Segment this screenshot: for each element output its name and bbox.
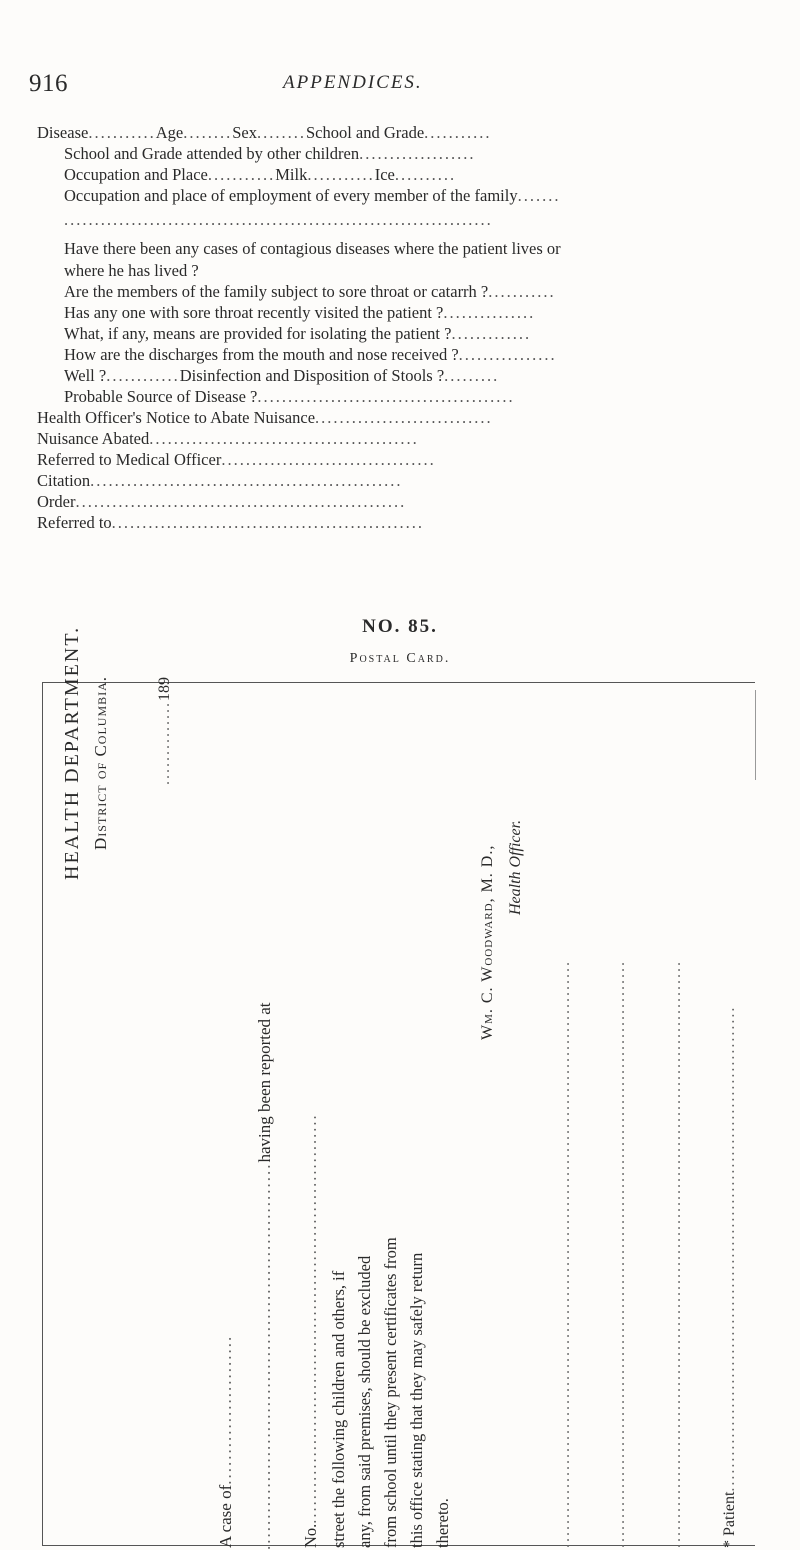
form-line-occupation: Occupation and Place...........Milk...........Ice..........: [64, 165, 457, 184]
card-blank-line-2: ..................................................................................................: [611, 960, 628, 1548]
form-line-contagious: [64, 241, 561, 258]
form-line-notice: Health Officer's Notice to Abate Nuisance.............................: [37, 408, 493, 427]
card-signature-title: Health Officer.: [507, 819, 524, 915]
form-line-citation: Citation...................................................: [37, 471, 403, 490]
isolating-question: What, if any, means are provided for isolating the patient ?: [64, 324, 452, 343]
card-border-left: [42, 682, 43, 1546]
form-line-well: Well ?............Disinfection and Disposition of Stools ?.........: [64, 366, 500, 385]
card-border-top: [42, 682, 755, 683]
milk-label: Milk: [275, 165, 308, 184]
form-line-disease: Disease...........Age........Sex........School and Grade...........: [37, 123, 492, 142]
medical-label: Referred to Medical Officer: [37, 450, 222, 469]
card-blank-line-3: ..................................................................................................: [667, 960, 684, 1548]
employment-label: Occupation and place of employment of every member of the family: [64, 186, 518, 205]
disease-label: Disease: [37, 123, 89, 142]
form-line-abated: Nuisance Abated............................................: [37, 429, 419, 448]
card-case-line: A case of........................: [216, 1334, 235, 1548]
card-border-right: [755, 690, 756, 780]
school-attended-label: School and Grade attended by other children: [64, 144, 360, 163]
notice-label: Health Officer's Notice to Abate Nuisance: [37, 408, 316, 427]
visited-question: Has any one with sore throat recently visited the patient ?: [64, 303, 444, 322]
form-line-school: School and Grade attended by other children...................: [64, 144, 476, 163]
referred-label: Referred to: [37, 513, 112, 532]
contagious-question: Have there been any cases of contagious diseases where the patient lives or: [64, 239, 561, 258]
abated-label: Nuisance Abated: [37, 429, 150, 448]
form-line-source: Probable Source of Disease ?..........................................: [64, 387, 515, 406]
form-line-referred: Referred to...................................................: [37, 513, 425, 532]
form-line-order: Order......................................................: [37, 492, 407, 511]
form-line-sore-throat: Are the members of the family subject to sore throat or catarrh ?...........: [64, 282, 556, 301]
age-label: Age: [155, 123, 184, 142]
card-body-line1b: street the following children and others, if: [329, 1270, 348, 1548]
card-dept: HEALTH DEPARTMENT.: [61, 625, 83, 880]
card-blank-line-1: ..................................................................................................: [556, 960, 573, 1548]
school-grade-label: School and Grade: [305, 123, 425, 142]
form-line-isolating: What, if any, means are provided for isolating the patient ?.............: [64, 324, 532, 343]
disinfection-label: Disinfection and Disposition of Stools ?: [179, 366, 445, 385]
card-date-line: ..............189: [156, 677, 173, 785]
card-body-line5: thereto.: [433, 1498, 452, 1548]
occupation-label: Occupation and Place: [64, 165, 208, 184]
card-body-line2: any, from said premises, should be excluded: [355, 1255, 374, 1548]
card-reported: having been reported at: [255, 1002, 274, 1163]
sore-throat-question: Are the members of the family subject to sore throat or catarrh ?: [64, 282, 489, 301]
card-district: District of Columbia.: [91, 675, 110, 850]
sex-label: Sex: [232, 123, 257, 142]
page-number: 916: [29, 70, 68, 97]
order-label: Order: [37, 492, 76, 511]
form-line-discharges: How are the discharges from the mouth and nose received ?................: [64, 345, 557, 364]
ice-label: Ice: [374, 165, 395, 184]
source-question: Probable Source of Disease ?: [64, 387, 258, 406]
citation-label: Citation: [37, 471, 91, 490]
form-line-medical: Referred to Medical Officer...................................: [37, 450, 436, 469]
card-signature: Wm. C. Woodward, M. D.,: [479, 844, 496, 1040]
card-patient: * Patient: [721, 1491, 738, 1548]
card-patient-line: * Patient.................................................................................: [721, 1005, 738, 1548]
form-line-lived: [64, 263, 199, 280]
form-line-visited: Has any one with sore throat recently visited the patient ?...............: [64, 303, 536, 322]
card-case-of: A case of: [216, 1484, 235, 1548]
card-subtitle: Postal Card.: [349, 651, 451, 666]
card-body-line4: this office stating that they may safely return: [407, 1252, 426, 1548]
card-number: NO. 85.: [362, 616, 438, 637]
card-year: 189: [156, 677, 173, 701]
lived-question: where he has lived ?: [64, 261, 199, 280]
card-body-line3: from school until they present certificates from: [381, 1237, 400, 1548]
form-line-blank: ......................................................................: [64, 210, 493, 229]
well-label: Well ?: [64, 366, 107, 385]
form-line-employment: Occupation and place of employment of every member of the family.......: [64, 186, 561, 205]
card-no: No.: [301, 1523, 320, 1548]
discharges-question: How are the discharges from the mouth and nose received ?: [64, 345, 459, 364]
running-head: APPENDICES.: [283, 72, 423, 93]
card-reported-line: ..............................................................having been reported at: [255, 1002, 274, 1550]
card-body-line1: No....................................................................: [301, 1113, 320, 1548]
